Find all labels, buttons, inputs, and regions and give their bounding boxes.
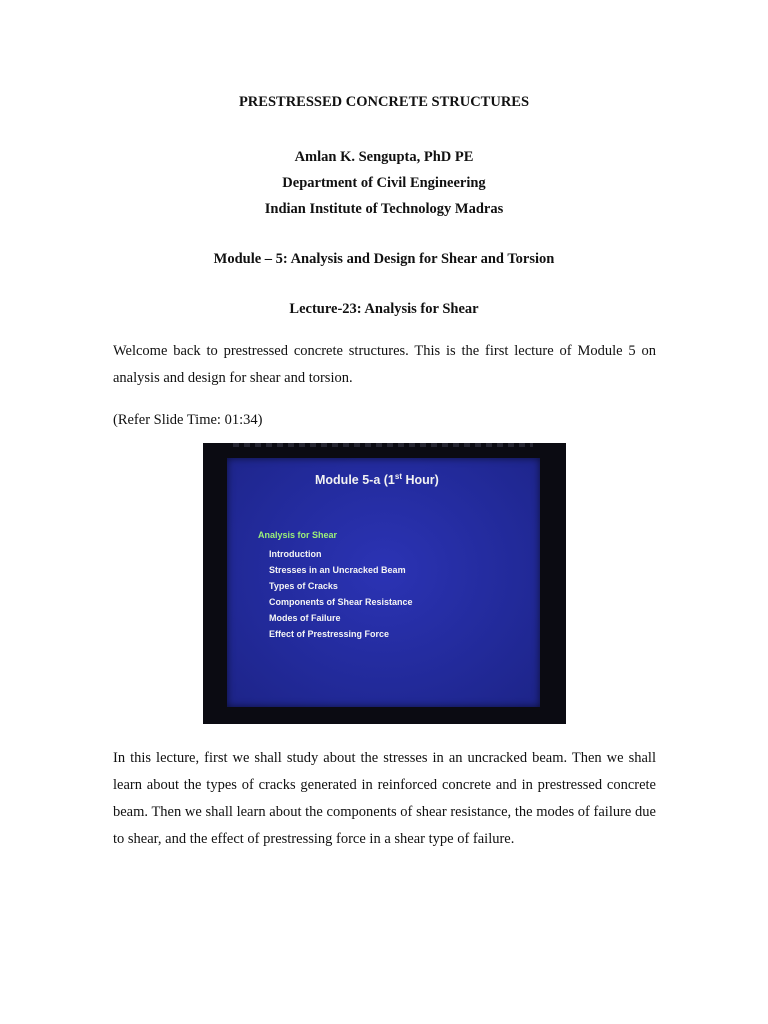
slide-topic-item: Components of Shear Resistance: [269, 597, 413, 607]
body-paragraph: In this lecture, first we shall study about the stresses in an uncracked beam. Then we shall learn about the types of cracks generated in reinforced concrete and in prestressed concrete beam. Then we shall learn about the components of shear resistance, the modes of failure due to shear, and the effect of prestressing force in a shear type of failure.: [113, 750, 656, 847]
slide-topic-item: Modes of Failure: [269, 613, 341, 623]
slide-title: [315, 472, 439, 487]
slide-topic-item: Effect of Prestressing Force: [269, 629, 390, 639]
slide-topic-item: Stresses in an Uncracked Beam: [269, 565, 406, 575]
slide-subheading: Analysis for Shear: [258, 530, 338, 540]
institute: Indian Institute of Technology Madras: [264, 201, 504, 217]
lecture-title: Lecture-23: Analysis for Shear: [289, 301, 479, 317]
slide-topic-item: Introduction: [269, 549, 322, 559]
slide-topic-item: Types of Cracks: [269, 581, 338, 591]
course-title: PRESTRESSED CONCRETE STRUCTURES: [238, 94, 530, 110]
slide-topic-list: [269, 546, 413, 642]
refer-slide-time: (Refer Slide Time: 01:34): [113, 412, 263, 428]
module-title: Module – 5: Analysis and Design for Shear and Torsion: [213, 251, 555, 267]
slide-screenshot: [203, 443, 566, 724]
slide-top-border: [233, 443, 533, 447]
slide-title-main: Module 5-a (1: [315, 473, 395, 488]
slide-screen: [227, 458, 540, 707]
slide-title-sup: st: [394, 472, 402, 481]
intro-paragraph: Welcome back to prestressed concrete structures. This is the first lecture of Module 5 on analysis and design for shear and torsion.: [113, 343, 656, 386]
department: Department of Civil Engineering: [282, 175, 486, 191]
author-name: Amlan K. Sengupta, PhD PE: [294, 149, 474, 165]
slide-title-tail: Hour): [402, 473, 439, 488]
